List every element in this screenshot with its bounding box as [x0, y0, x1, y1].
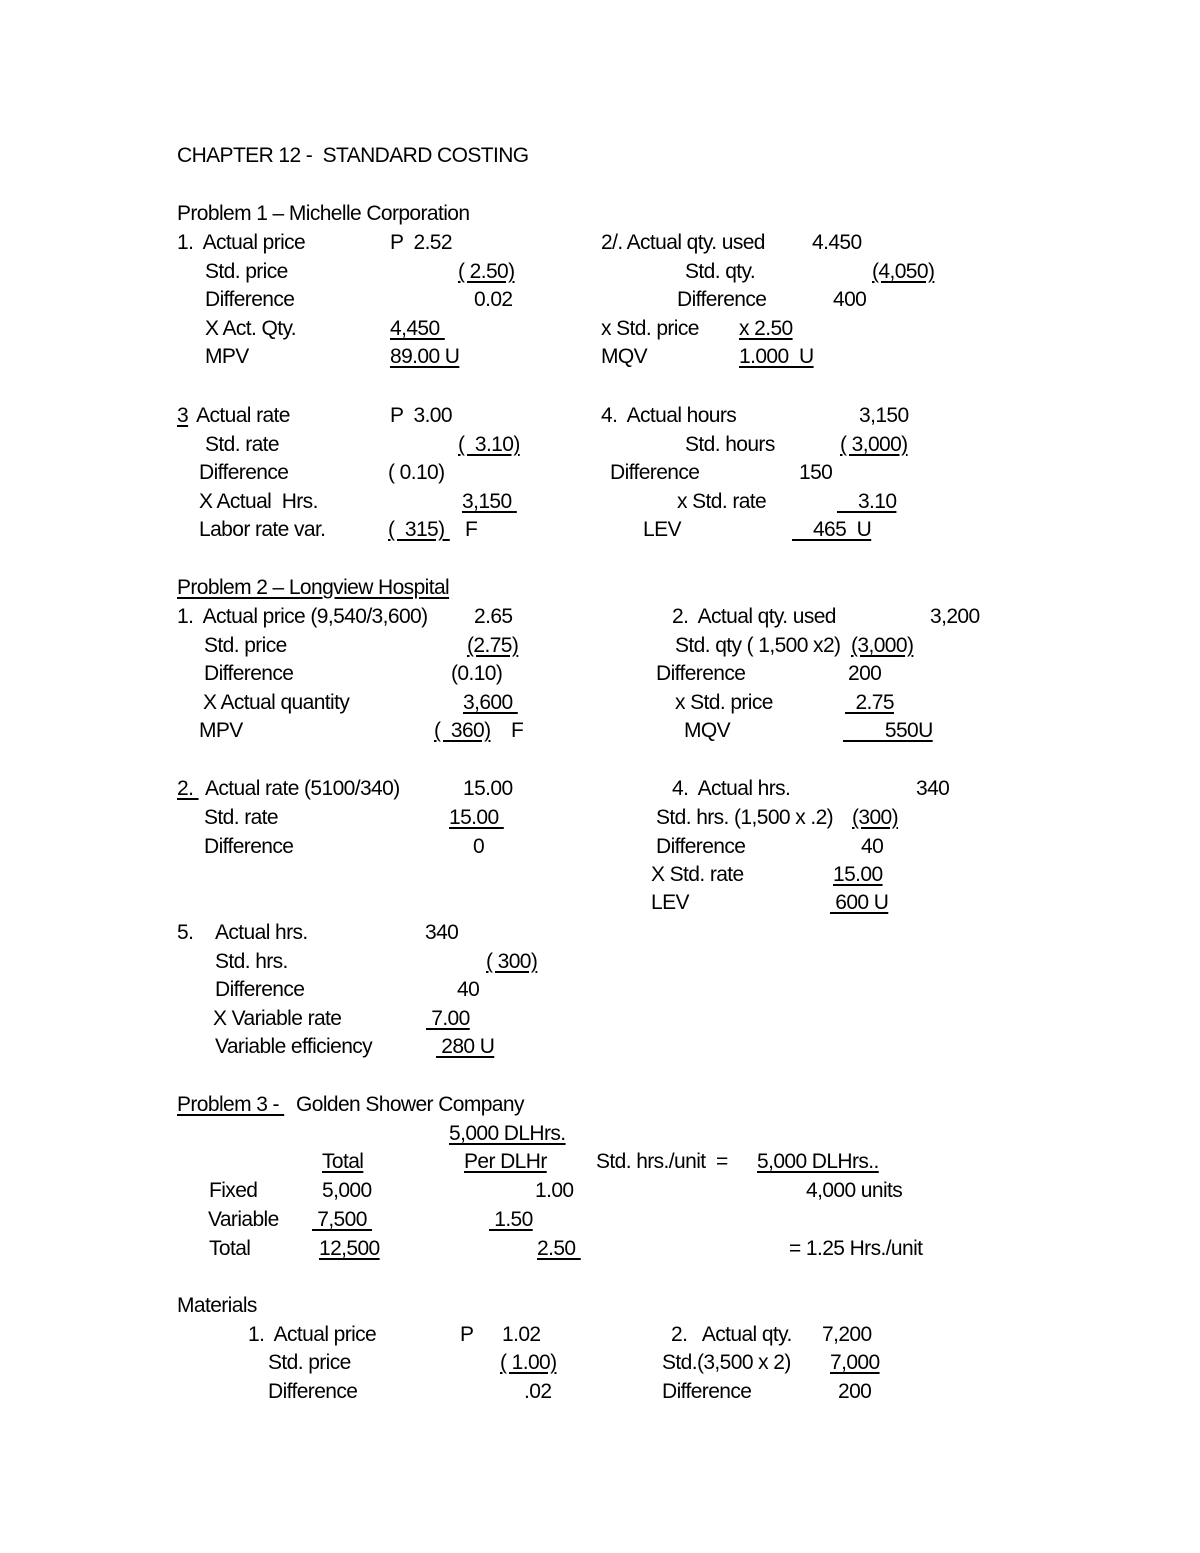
p1-q4-value-4: 3.10: [837, 490, 897, 513]
p2-q5-value-4: 7.00: [426, 1007, 470, 1030]
mat-q1-label-3: Difference: [268, 1380, 358, 1403]
p2-q1-value-4: 3,600: [463, 691, 518, 714]
p1-q4-label-5: LEV: [643, 518, 681, 541]
mat-q2-label-1: 2. Actual qty.: [671, 1323, 792, 1346]
p2-q2-label-5: MQV: [684, 719, 731, 742]
problem-3-title: Problem 3 -: [177, 1093, 285, 1116]
p2-q2-label-4: x Std. price: [675, 691, 773, 714]
p1-q3-label-4: X Actual Hrs.: [199, 490, 318, 513]
p3-row-per: 1.50: [489, 1208, 533, 1231]
mat-q2-label-2: Std.(3,500 x 2): [662, 1351, 791, 1374]
p2-q2-value-4: 2.75: [845, 691, 894, 714]
p1-q1-value-2: ( 2.50): [458, 260, 515, 283]
p2-q4-value-5: 600 U: [830, 891, 889, 914]
p1-q1-value-3: 0.02: [474, 288, 513, 311]
p2-q2-label-1: 2. Actual qty. used: [672, 605, 836, 628]
p1-q3-value-5-suffix: F: [465, 518, 478, 541]
p2-q1-value-2: (2.75): [467, 634, 519, 657]
p2-q4-label-2: Std. hrs. (1,500 x .2): [656, 806, 839, 829]
p2-q2-value-2: (3,000): [851, 634, 914, 657]
p1-q1-value-1: P 2.52: [390, 231, 452, 254]
p3-row-per: 2.50: [537, 1237, 581, 1260]
mat-q2-value-1: 7,200: [822, 1323, 872, 1346]
mat-q1-value-3: .02: [524, 1380, 552, 1403]
mat-q2-value-3: 200: [838, 1380, 872, 1403]
p1-q3-value-1: P 3.00: [390, 404, 452, 427]
p1-q3-number: 3: [177, 404, 189, 427]
p1-q1-label-1: 1. Actual price: [177, 231, 306, 254]
p2-q2-value-3: 200: [848, 662, 882, 685]
p2-q5-value-3: 40: [457, 978, 480, 1001]
p2-q2-value-1: 3,200: [930, 605, 980, 628]
p1-q2-label-3: Difference: [677, 288, 767, 311]
materials-title: Materials: [177, 1294, 257, 1317]
p2-q5-label-2: Std. hrs.: [215, 950, 288, 973]
p1-q2-value-2: (4,050): [872, 260, 935, 283]
p1-q2-label-2: Std. qty.: [685, 260, 756, 283]
p2-q5-label-5: Variable efficiency: [215, 1035, 373, 1058]
p1-q4-label-4: x Std. rate: [677, 490, 767, 513]
p1-q2-value-3: 400: [833, 288, 867, 311]
p2-q2-value-5: 550U: [843, 719, 933, 742]
p2-q3-label-2: Std. rate: [204, 806, 278, 829]
p1-q3-label-3: Difference: [199, 461, 289, 484]
chapter-title: CHAPTER 12 - STANDARD COSTING: [177, 144, 529, 167]
p1-q1-value-4: 4,450: [390, 317, 445, 340]
p1-q4-value-2: ( 3,000): [840, 433, 908, 456]
p2-q3-label-1: Actual rate (5100/340): [205, 777, 400, 800]
p2-q5-value-1: 340: [425, 921, 459, 944]
p2-q1-label-3: Difference: [204, 662, 294, 685]
p1-q4-value-1: 3,150: [859, 404, 909, 427]
p3-row-total: 5,000: [322, 1179, 372, 1202]
p1-q3-value-4: 3,150: [462, 490, 517, 513]
p2-q1-label-4: X Actual quantity: [203, 691, 350, 714]
p1-q1-label-4: X Act. Qty.: [205, 317, 297, 340]
p2-q4-label-4: X Std. rate: [651, 863, 744, 886]
p2-q5-number: 5.: [177, 921, 194, 944]
p1-q3-value-2: ( 3.10): [458, 433, 520, 456]
p1-q3-value-5: ( 315): [388, 518, 450, 541]
p1-q2-value-4: x 2.50: [739, 317, 793, 340]
p2-q3-number: 2.: [177, 777, 199, 800]
p2-q4-label-5: LEV: [651, 891, 689, 914]
p2-q3-label-3: Difference: [204, 835, 294, 858]
p2-q4-label-1: 4. Actual hrs.: [672, 777, 791, 800]
p1-q4-label-1: 4. Actual hours: [601, 404, 737, 427]
p2-q4-value-2: (300): [852, 806, 899, 829]
p2-q4-value-1: 340: [916, 777, 950, 800]
problem-1-title: Problem 1 – Michelle Corporation: [177, 202, 470, 225]
p1-q4-label-2: Std. hours: [685, 433, 775, 456]
p3-row-label: Variable: [208, 1208, 279, 1231]
p2-q2-label-2: Std. qty ( 1,500 x2): [675, 634, 841, 657]
p3-dlhrs-header: 5,000 DLHrs.: [449, 1122, 566, 1145]
mat-q1-label-2: Std. price: [268, 1351, 351, 1374]
p2-q1-label-2: Std. price: [204, 634, 287, 657]
p2-q1-value-5: ( 360): [434, 719, 491, 742]
p3-row-total: 7,500: [312, 1208, 373, 1231]
p1-q2-value-1: 4.450: [812, 231, 862, 254]
p2-q4-value-4: 15.00: [833, 863, 883, 886]
p2-q5-label-3: Difference: [215, 978, 305, 1001]
p2-q1-value-5-suffix: F: [511, 719, 524, 742]
p1-q3-value-3: ( 0.10): [388, 461, 445, 484]
mat-q2-value-2: 7,000: [830, 1351, 880, 1374]
p1-q3-label-1: Actual rate: [192, 404, 290, 427]
p1-q3-label-2: Std. rate: [205, 433, 279, 456]
mat-q1-value-2: ( 1.00): [500, 1351, 557, 1374]
p1-q1-value-5: 89.00 U: [390, 345, 460, 368]
p2-q3-value-2: 15.00: [449, 806, 504, 829]
p2-q1-value-3: (0.10): [451, 662, 503, 685]
p1-q2-value-5: 1.000 U: [739, 345, 814, 368]
p3-row-per: 1.00: [535, 1179, 574, 1202]
p3-row-label: Fixed: [209, 1179, 258, 1202]
mat-q1-value-1: 1.02: [502, 1323, 541, 1346]
p2-q3-value-1: 15.00: [463, 777, 513, 800]
p3-std-hrs-numerator: 5,000 DLHrs..: [757, 1150, 879, 1173]
p2-q5-value-2: ( 300): [486, 950, 538, 973]
p2-q4-value-3: 40: [861, 835, 884, 858]
p3-std-hrs-label: Std. hrs./unit =: [596, 1150, 728, 1173]
p2-q1-value-1: 2.65: [474, 605, 513, 628]
p2-q1-label-1: 1. Actual price (9,540/3,600): [177, 605, 428, 628]
p2-q4-label-3: Difference: [656, 835, 746, 858]
problem-3-title-rest: Golden Shower Company: [296, 1093, 524, 1116]
mat-q2-label-3: Difference: [662, 1380, 752, 1403]
p1-q1-label-2: Std. price: [205, 260, 288, 283]
p3-col-total: Total: [322, 1150, 364, 1173]
p3-row-total: 12,500: [319, 1237, 380, 1260]
p3-row-label: Total: [209, 1237, 251, 1260]
p2-q1-label-5: MPV: [199, 719, 243, 742]
p1-q2-label-1: 2/. Actual qty. used: [601, 231, 765, 254]
p1-q3-label-5: Labor rate var.: [199, 518, 326, 541]
p1-q4-value-3: 150: [799, 461, 833, 484]
p3-col-per-dlhr: Per DLHr: [464, 1150, 547, 1173]
p1-q1-label-3: Difference: [205, 288, 295, 311]
p2-q3-value-3: 0: [473, 835, 485, 858]
p1-q2-label-4: x Std. price: [601, 317, 699, 340]
p1-q2-label-5: MQV: [601, 345, 648, 368]
problem-2-title: Problem 2 – Longview Hospital: [177, 576, 450, 599]
mat-q1-currency: P: [460, 1323, 474, 1346]
p3-std-hrs-result: = 1.25 Hrs./unit: [789, 1237, 923, 1260]
p3-std-hrs-denominator: 4,000 units: [806, 1179, 903, 1202]
p1-q4-label-3: Difference: [610, 461, 700, 484]
p2-q5-value-5: 280 U: [436, 1035, 495, 1058]
p2-q5-label-4: X Variable rate: [213, 1007, 342, 1030]
p2-q2-label-3: Difference: [656, 662, 746, 685]
mat-q1-label-1: 1. Actual price: [248, 1323, 377, 1346]
p2-q5-label-1: Actual hrs.: [215, 921, 308, 944]
p1-q1-label-5: MPV: [205, 345, 249, 368]
p1-q4-value-5: 465 U: [792, 518, 872, 541]
